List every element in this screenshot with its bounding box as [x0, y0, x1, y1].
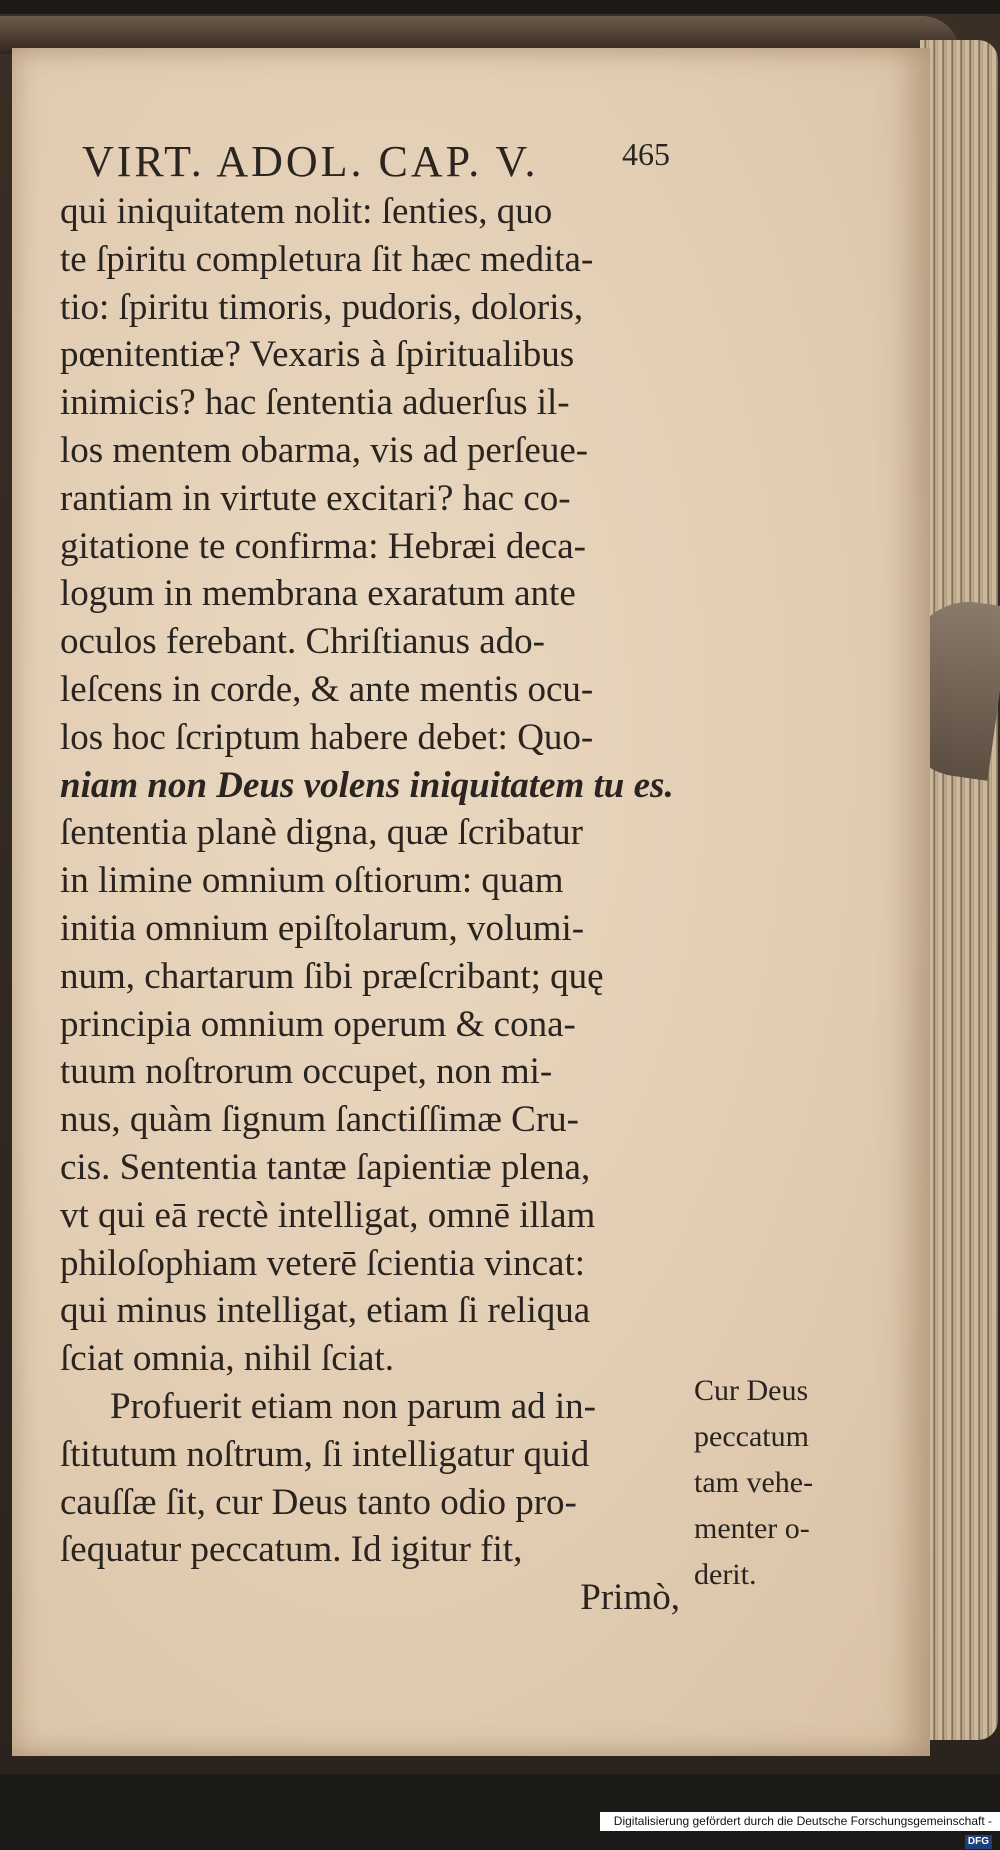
text-line: oculos ferebant. Chriſtianus ado- — [60, 621, 545, 663]
text-line: leſcens in corde, & ante mentis ocu- — [60, 668, 594, 710]
catchword: Primò, — [580, 1577, 680, 1619]
text-line-paragraph-start: Profuerit etiam non parum ad in- — [110, 1385, 597, 1427]
text-line: te ſpiritu completura ſit hæc medita- — [60, 238, 594, 280]
text-line: ſciat omnia, nihil ſciat. — [60, 1338, 394, 1380]
text-line: qui minus intelligat, etiam ſi reliqua — [60, 1290, 591, 1332]
text-line: ſtitutum noſtrum, ſi intelligatur quid — [60, 1433, 590, 1475]
text-line: tuum noſtrorum occupet, non mi- — [60, 1051, 553, 1093]
text-line-quotation: niam non Deus volens iniquitatem tu es. — [60, 764, 674, 806]
marginal-line: Cur Deus — [694, 1374, 809, 1407]
text-line: cauſſæ ſit, cur Deus tanto odio pro- — [60, 1481, 577, 1523]
text-line: qui iniquitatem nolit: ſenties, quo — [60, 191, 553, 232]
text-line: initia omnium epiſtolarum, volumi- — [60, 907, 585, 949]
text-line: tio: ſpiritu timoris, pudoris, doloris, — [60, 286, 584, 328]
text-line: vt qui eā rectè intelligat, omnē illam — [60, 1194, 596, 1236]
dfg-logo-icon: DFG — [965, 1835, 992, 1849]
text-line: los mentem obarma, vis ad perſeue- — [60, 429, 589, 471]
text-line: ſequatur peccatum. Id igitur fit, — [60, 1529, 523, 1571]
page-number: 465 — [622, 136, 670, 172]
text-line: inimicis? hac ſententia aduerſus il- — [60, 382, 570, 424]
text-line: cis. Sententia tantæ ſapientiæ plena, — [60, 1146, 591, 1188]
marginal-line: tam vehe- — [694, 1466, 814, 1499]
body-text — [60, 188, 680, 1622]
text-line: los hoc ſcriptum habere debet: Quo- — [60, 716, 594, 758]
text-line: rantiam in virtute excitari? hac co- — [60, 477, 571, 519]
book-fore-edge — [920, 40, 998, 1740]
text-line: in limine omnium oſtiorum: quam — [60, 860, 564, 902]
text-line: principia omnium operum & cona- — [60, 1003, 576, 1045]
digitization-credit — [600, 1812, 1000, 1847]
book-page — [12, 48, 930, 1756]
text-line: gitatione te confirma: Hebræi deca- — [60, 525, 587, 567]
text-line: ſententia planè digna, quæ ſcribatur — [60, 812, 583, 854]
marginal-line: menter o- — [694, 1512, 810, 1545]
text-line: philoſophiam veterē ſcientia vincat: — [60, 1242, 586, 1284]
running-head: VIRT. ADOL. CAP. V. — [82, 137, 539, 186]
marginal-line: derit. — [694, 1558, 757, 1591]
credit-text: Digitalisierung gefördert durch die Deutsche Forschungsgemeinschaft - — [613, 1814, 992, 1828]
marginal-line: peccatum — [694, 1420, 809, 1453]
text-line: nus, quàm ſignum ſanctiſſimæ Cru- — [60, 1099, 579, 1141]
text-line: logum in membrana exaratum ante — [60, 573, 576, 615]
text-line: pœnitentiæ? Vexaris à ſpiritualibus — [60, 334, 575, 376]
text-line: num, chartarum ſibi præſcribant; quę — [60, 955, 604, 997]
marginal-note — [694, 1368, 854, 1598]
